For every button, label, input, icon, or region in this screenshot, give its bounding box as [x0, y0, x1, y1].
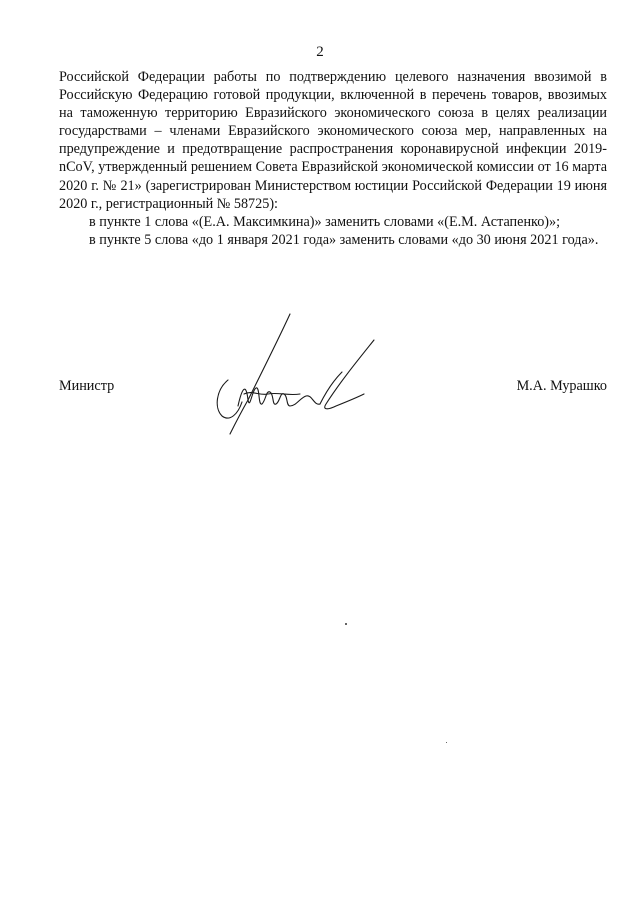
scan-speck [446, 742, 447, 743]
paragraph-amendment-1: в пункте 1 слова «(Е.А. Максимкина)» заменить словами «(Е.М. Астапенко)»; [89, 213, 561, 230]
document-body [59, 68, 607, 249]
handwritten-signature [208, 310, 388, 440]
scan-speck [345, 623, 347, 625]
paragraph-amendment-2: в пункте 5 слова «до 1 января 2021 года» заменить словами «до 30 июня 2021 года». [89, 231, 599, 248]
paragraph-continuation: Российской Федерации работы по подтверждению целевого назначения ввозимой в Российскую Федерацию готовой продукции, включенной в перечень товаров, ввозимых на таможенную территорию Евразийского экономического союза в целях реализации государствами – членами Евразийского экономического союза мер, направленных на предупреждение и предотвращение распространения коронавирусной инфекции 2019-nCoV, утвержденный решением Совета Евразийской экономической комиссии от 16 марта 2020 г. № 21» (зарегистрирован Министерством юстиции Российской Федерации 19 июня 2020 г., регистрационный № 58725): [59, 69, 607, 212]
page-number: 2 [316, 44, 324, 60]
signatory-title: Министр [59, 378, 115, 394]
signatory-name: М.А. Мурашко [516, 378, 607, 394]
